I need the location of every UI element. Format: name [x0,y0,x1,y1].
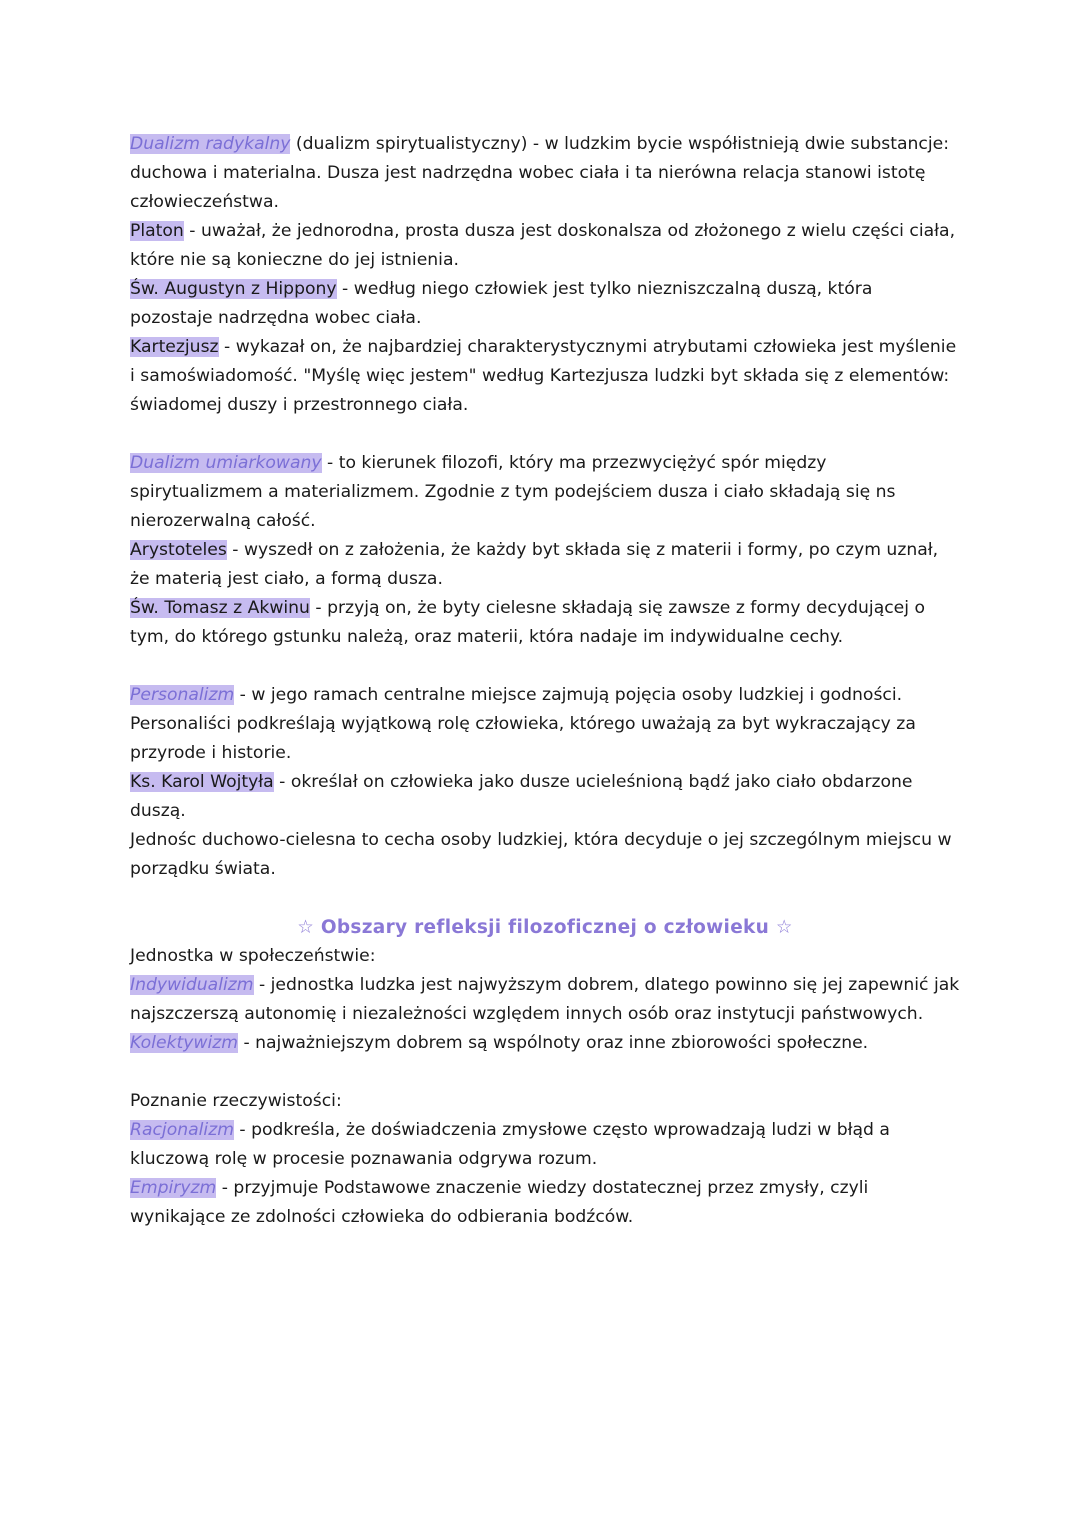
paragraph-dualizm-umiarkowany [130,449,960,536]
definition-text: - w jego ramach centralne miejsce zajmują pojęcia osoby ludzkiej i godności. Personaliści podkreślają wyjątkową rolę człowieka, którego uważają za byt wykraczający za przyrode i historie. [130,685,916,763]
term-racjonalizm: Racjonalizm [130,1120,234,1140]
term-dualizm-umiarkowany: Dualizm umiarkowany [130,453,322,473]
paragraph-indywidualizm [130,971,960,1029]
definition-text: - uważał, że jednorodna, prosta dusza jest doskonalsza od złożonego z wielu części ciała, które nie są konieczne do jej istnienia. [130,221,956,270]
definition-text: - to kierunek filozofi, który ma przezwyciężyć spór między spirytualizmem a materializmem. Zgodnie z tym podejściem dusza i ciało składają się ns nierozerwalną całość. [130,453,896,531]
paragraph-personalizm [130,681,960,768]
name-kartezjusz: Kartezjusz [130,337,219,357]
paragraph-augustyn [130,275,960,333]
paragraph-tomasz [130,594,960,652]
name-augustyn: Św. Augustyn z Hippony [130,279,337,299]
paragraph-wojtyla [130,768,960,826]
section-heading: ☆ Obszary refleksji filozoficznej o człowieku ☆ [297,917,793,938]
paragraph-platon [130,217,960,275]
definition-text: - wyszedł on z założenia, że każdy byt składa się z materii i formy, po czym uznał, że materią jest ciało, a formą dusza. [130,540,939,589]
subsection-label: Poznanie rzeczywistości: [130,1091,342,1111]
definition-text: - podkreśla, że doświadczenia zmysłowe często wprowadzają ludzi w błąd a kluczową rolę w procesie poznawania odgrywa rozum. [130,1120,890,1169]
name-platon: Platon [130,221,184,241]
paragraph-kolektywizm [130,1029,960,1058]
definition-text: - przyją on, że byty cielesne składają się zawsze z formy decydującej o tym, do którego gstunku należą, oraz materii, która nadaje im indywidualne cechy. [130,598,926,647]
spacer [130,884,960,913]
paragraph-kartezjusz [130,333,960,420]
paragraph-dualizm-radykalny [130,130,960,217]
definition-text: - według niego człowiek jest tylko niezniszczalną duszą, która pozostaje nadrzędna wobec ciała. [130,279,873,328]
definition-text: - wykazał on, że najbardziej charakterystycznymi atrybutami człowieka jest myślenie i samoświadomość. "Myślę więc jestem" według Kartezjusza ludzki byt składa się z elementów: świadomej duszy i przestronnego ciała. [130,337,957,415]
paragraph-closing: Jednośc duchowo-cielesna to cecha osoby ludzkiej, która decyduje o jej szczególnym miejscu w porządku świata. [130,830,952,879]
definition-text: - określał on człowieka jako dusze ucieleśnioną bądź jako ciało obdarzone duszą. [130,772,913,821]
paragraph-empiryzm [130,1174,960,1232]
paragraph-arystoteles [130,536,960,594]
spacer [130,652,960,681]
definition-text: - przyjmuje Podstawowe znaczenie wiedzy dostatecznej przez zmysły, czyli wynikające ze zdolności człowieka do odbierania bodźców. [130,1178,869,1227]
name-arystoteles: Arystoteles [130,540,227,560]
term-indywidualizm: Indywidualizm [130,975,254,995]
term-empiryzm: Empiryzm [130,1178,217,1198]
definition-text: - jednostka ludzka jest najwyższym dobrem, dlatego powinno się jej zapewnić jak najszczerszą autonomię i niezależności względem innych osób oraz instytucji państwowych. [130,975,960,1024]
paragraph-racjonalizm [130,1116,960,1174]
term-kolektywizm: Kolektywizm [130,1033,238,1053]
term-personalizm: Personalizm [130,685,235,705]
term-dualizm-radykalny: Dualizm radykalny [130,134,291,154]
subsection-label: Jednostka w społeczeństwie: [130,946,376,966]
definition-text: - najważniejszym dobrem są wspólnoty oraz inne zbiorowości społeczne. [237,1033,869,1053]
name-wojtyla: Ks. Karol Wojtyła [130,772,274,792]
name-tomasz: Św. Tomasz z Akwinu [130,598,310,618]
spacer [130,1058,960,1087]
definition-text: (dualizm spirytualistyczny) - w ludzkim bycie współistnieją dwie substancje: duchowa i materialna. Dusza jest nadrzędna wobec ciała i ta nierówna relacja stanowi istotę człowieczeństwa. [130,134,950,212]
spacer [130,420,960,449]
